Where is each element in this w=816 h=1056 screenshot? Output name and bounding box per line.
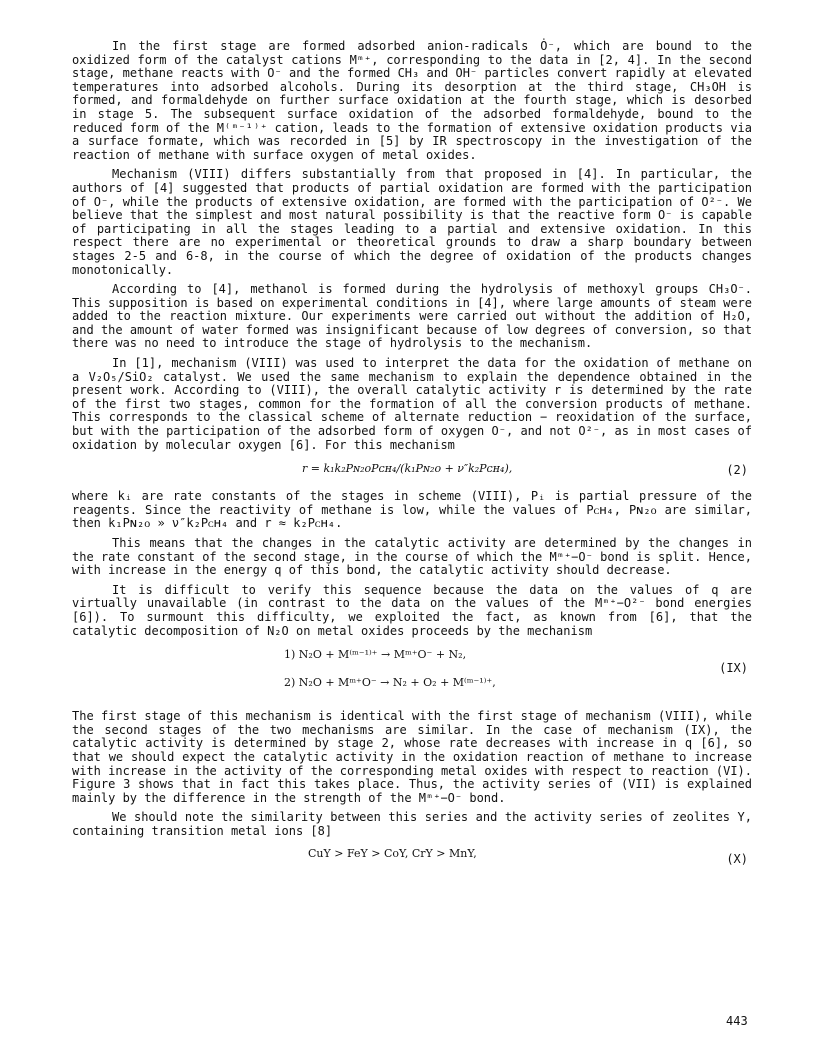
activity-series-x-number: (X) [726, 851, 748, 866]
paragraph-rate-constants: where kᵢ are rate constants of the stages in scheme (VIII), Pᵢ is partial pressure of the reagents. Since the reactivity of methane is low, while the values of Pᴄʜ₄, Pɴ₂ᴏ are similar, then k₁Pɴ₂ᴏ » ν″k₂Pᴄʜ₄ and r ≈ k₂Pᴄʜ₄. [72, 489, 752, 531]
paragraph-oxidation-v2o5: In [1], mechanism (VIII) was used to interpret the data for the oxidation of methane on a V₂O₅/SiO₂ catalyst. We used the same mechanism to explain the dependence obtained in the present work. According to (VIII), the overall catalytic activity r is determined by the rate of the first two stages, common for the formation of all the conversion products of methane. This corresponds to the classical scheme of alternate reduction − reoxidation of the surface, but with the participation of the adsorbed form of oxygen O⁻, and not O²⁻, as in most cases of oxidation by molecular oxygen [6]. For this mechanism [72, 356, 752, 452]
paragraph-changes-activity: This means that the changes in the catalytic activity are determined by the changes in the rate constant of the second stage, in the course of which the Mᵐ⁺−O⁻ bond is split. Hence, with increase in the energy q of this bond, the catalytic activity should decrease. [72, 536, 752, 578]
mechanism-ix-step-1: 1) N₂O + M⁽ᵐ⁻¹⁾⁺ → Mᵐ⁺O⁻ + N₂, [284, 648, 467, 662]
paragraph-methanol: According to [4], methanol is formed during the hydrolysis of methoxyl groups CH₃O⁻. This supposition is based on experimental conditions in [4], where large amounts of steam were added to the reaction mixture. Our experiments were carried out without the addition of H₂O, and the amount of water formed was insignificant because of low degrees of conversion, so that there was no need to introduce the stage of hydrolysis to the mechanism. [72, 282, 752, 351]
equation-2 [72, 460, 752, 480]
mechanism-ix-step-2: 2) N₂O + Mᵐ⁺O⁻ → N₂ + O₂ + M⁽ᵐ⁻¹⁾⁺, [284, 676, 496, 690]
page-number: 443 [726, 1014, 748, 1028]
paragraph-mechanism-viii: Mechanism (VIII) differs substantially from that proposed in [4]. In particular, the authors of [4] suggested that products of partial oxidation are formed with the participation of O⁻, while the products of extensive oxidation, are formed with the participation of O²⁻. We believe that the simplest and most natural possibility is that the reactive form O⁻ is capable of participating in all the stages leading to a partial and extensive oxidation. In this respect there are no experimental or theoretical grounds to draw a sharp boundary between stages 2-5 and 6-8, in the course of which the degree of oxidation of the products changes monotonically. [72, 167, 752, 277]
equation-2-formula: r = k₁k₂Pɴ₂ᴏPᴄʜ₄/(k₁Pɴ₂ᴏ + ν″k₂Pᴄʜ₄), [302, 462, 513, 476]
activity-series-x-formula: CuY > FeY > CoY, CrY > MnY, [308, 846, 477, 860]
paragraph-similarity-zeolites: We should note the similarity between this series and the activity series of zeolites Y, containing transition metal ions [8] [72, 810, 752, 838]
paragraph-first-stage: In the first stage are formed adsorbed anion-radicals Ȯ⁻, which are bound to the oxidized form of the catalyst cations Mᵐ⁺, corresponding to the data in [2, 4]. In the second stage, methane reacts with O⁻ and the formed CH₃ and OH⁻ particles convert rapidly at elevated temperatures into adsorbed alcohols. During its desorption at the third stage, CH₃OH is formed, and formaldehyde on further surface oxidation at the fourth stage, which is desorbed in stage 5. The subsequent surface oxidation of the adsorbed formaldehyde, bound to the reduced form of the M⁽ᵐ⁻¹⁾⁺ cation, leads to the formation of extensive oxidation products via a surface formate, which was recorded in [5] by IR spectroscopy in the investigation of the reaction of methane with surface oxygen of metal oxides. [72, 39, 752, 162]
mechanism-ix-number: (IX) [719, 661, 748, 676]
activity-series-x [72, 845, 752, 867]
paragraph-difficult-verify: It is difficult to verify this sequence because the data on the values of q are virtually unavailable (in contrast to the data on the values of the Mᵐ⁺−O²⁻ bond energies [6]). To surmount this difficulty, we exploited the fact, as known from [6], that the catalytic decomposition of N₂O on metal oxides proceeds by the mechanism [72, 582, 752, 638]
mechanism-ix [72, 644, 752, 700]
equation-2-number: (2) [726, 463, 748, 478]
paragraph-first-stage-identical: The first stage of this mechanism is identical with the first stage of mechanism (VIII), while the second stages of the two mechanisms are similar. In the case of mechanism (IX), the catalytic activity is determined by stage 2, whose rate decreases with increase in q [6], so that we should expect the catalytic activity in the oxidation reaction of methane to increase with increase in the activity of the corresponding metal oxides with respect to reaction (VI). Figure 3 shows that in fact this takes place. Thus, the activity series of (VII) is explained mainly by the difference in the strength of the Mᵐ⁺−O⁻ bond. [72, 709, 752, 805]
article-body [72, 40, 752, 867]
